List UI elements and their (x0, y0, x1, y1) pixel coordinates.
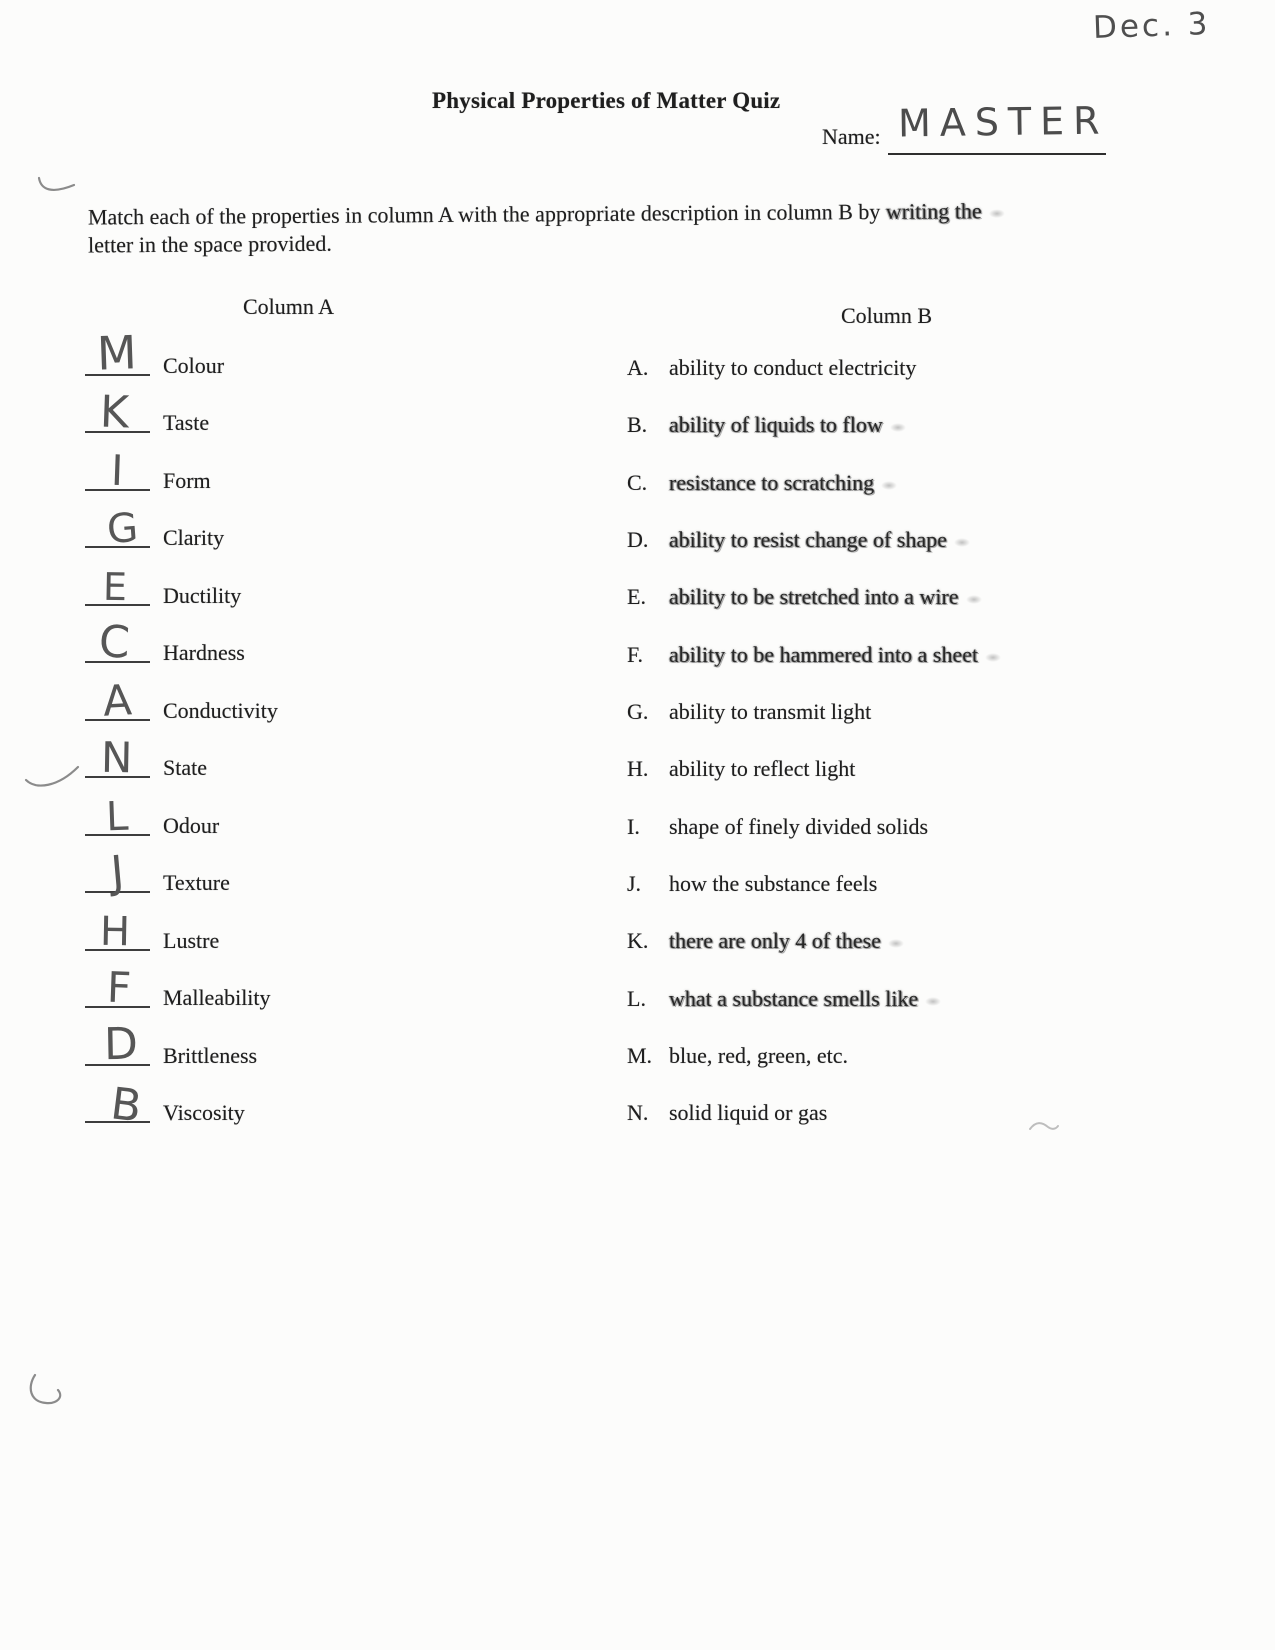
answer-blank (85, 893, 150, 955)
handwritten-answer: A (101, 675, 134, 726)
property-label: Brittleness (163, 1042, 258, 1068)
column-a-list (85, 318, 278, 1133)
option-row-h (627, 756, 1001, 813)
matching-row-clarity (85, 491, 278, 554)
matching-row-form (85, 433, 278, 496)
option-text: there are only 4 of these (669, 928, 904, 954)
handwritten-answer: M (95, 325, 138, 382)
option-text: blue, red, green, etc. (669, 1043, 848, 1069)
option-letter: I. (627, 813, 640, 839)
matching-row-lustre (85, 893, 278, 955)
option-letter: N. (627, 1100, 649, 1126)
answer-blank (85, 836, 150, 899)
handwritten-answer: L (105, 793, 130, 840)
option-text: ability of liquids to flow (669, 412, 906, 438)
answer-blank (85, 721, 150, 783)
option-text: ability to conduct electricity (669, 355, 917, 380)
handwritten-answer: G (105, 504, 140, 554)
handwritten-answer: C (97, 615, 132, 669)
option-row-k (627, 928, 1001, 985)
answer-blank (85, 376, 150, 439)
column-b-header: Column B (841, 303, 933, 328)
name-label: Name: (822, 124, 881, 149)
handwritten-answer: D (103, 1018, 138, 1071)
pen-curl-mark (24, 760, 82, 792)
handwritten-answer: B (108, 1077, 145, 1133)
property-label: State (163, 755, 207, 780)
instructions-paragraph (88, 197, 1078, 259)
page-title: Physical Properties of Matter Quiz (432, 88, 781, 113)
option-letter: E. (627, 584, 646, 610)
instructions-text-2: letter in the space provided. (88, 230, 332, 257)
property-label: Hardness (163, 640, 245, 665)
option-letter: D. (627, 527, 649, 553)
matching-row-viscosity (85, 1066, 278, 1133)
option-row-g (627, 699, 1001, 756)
instructions-smudged-words: writing the (886, 198, 1005, 224)
option-text: ability to resist change of shape (669, 527, 970, 553)
option-text: ability to be hammered into a sheet (669, 642, 1001, 668)
matching-row-texture (85, 836, 278, 899)
answer-blank (85, 951, 150, 1013)
matching-row-hardness (85, 606, 278, 669)
property-label: Taste (163, 410, 210, 435)
property-label: Clarity (163, 525, 225, 550)
option-row-m (627, 1043, 1001, 1100)
handwritten-answer: I (110, 445, 125, 496)
matching-row-taste (85, 376, 278, 439)
option-text: how the substance feels (669, 871, 878, 897)
pen-curl-mark (36, 172, 78, 198)
option-letter: K. (627, 928, 649, 954)
matching-row-colour (85, 318, 278, 382)
option-letter: M. (627, 1043, 653, 1069)
handwritten-date-note: Dec. 3 (1092, 5, 1212, 47)
matching-row-ductility (85, 548, 278, 610)
option-text: resistance to scratching (669, 470, 897, 496)
option-letter: F. (627, 641, 643, 667)
option-row-n (627, 1100, 1001, 1157)
handwritten-answer: H (100, 908, 131, 955)
pen-curl-mark (26, 1372, 74, 1410)
option-row-c (627, 470, 1001, 527)
faint-tilde-mark (1028, 1118, 1060, 1134)
property-label: Malleability (163, 985, 271, 1010)
option-text: ability to reflect light (669, 756, 856, 782)
matching-row-odour (85, 778, 278, 840)
matching-row-malleability (85, 951, 278, 1013)
option-letter: L. (627, 985, 646, 1011)
option-letter: C. (627, 469, 648, 495)
handwritten-answer: K (99, 386, 130, 439)
answer-blank (85, 433, 150, 496)
answer-blank (85, 663, 150, 726)
name-underline (888, 153, 1106, 155)
property-label: Conductivity (163, 697, 278, 723)
property-label: Lustre (163, 927, 220, 953)
option-row-e (627, 584, 1001, 641)
handwritten-answer: J (108, 846, 127, 899)
property-label: Colour (163, 352, 225, 378)
option-row-l (627, 986, 1001, 1043)
property-label: Texture (163, 870, 230, 895)
option-row-b (627, 412, 1001, 469)
column-b-list (627, 355, 1001, 1158)
option-row-f (627, 642, 1001, 699)
property-label: Ductility (163, 582, 242, 608)
handwritten-answer: F (106, 962, 133, 1013)
answer-blank (85, 1066, 150, 1133)
option-text: shape of finely divided solids (669, 813, 929, 839)
answer-blank (85, 548, 150, 610)
answer-blank (85, 606, 150, 669)
answer-blank (85, 1008, 150, 1071)
option-letter: G. (627, 699, 649, 725)
option-row-j (627, 871, 1001, 928)
property-label: Viscosity (163, 1100, 245, 1125)
answer-blank (85, 318, 150, 382)
option-row-i (627, 814, 1001, 871)
column-a-header: Column A (243, 294, 335, 319)
option-letter: B. (627, 412, 648, 438)
handwritten-answer: E (103, 564, 128, 610)
option-text: ability to be stretched into a wire (669, 584, 982, 610)
handwritten-answer: N (100, 733, 133, 783)
matching-row-brittleness (85, 1008, 278, 1071)
property-label: Form (163, 467, 211, 493)
option-row-d (627, 527, 1001, 584)
answer-blank (85, 491, 150, 554)
option-letter: H. (627, 756, 649, 782)
handwritten-name-value: MASTER (897, 98, 1109, 146)
option-text: what a substance smells like (669, 986, 941, 1012)
answer-blank (85, 778, 150, 840)
matching-row-conductivity (85, 663, 278, 726)
option-text: solid liquid or gas (669, 1100, 828, 1126)
matching-row-state (85, 721, 278, 783)
option-row-a (627, 355, 1001, 412)
option-letter: J. (627, 871, 642, 897)
instructions-text-1: Match each of the properties in column A with the appropriate description in column B by (87, 198, 886, 230)
option-letter: A. (627, 355, 649, 380)
property-label: Odour (163, 812, 220, 838)
option-text: ability to transmit light (669, 699, 872, 725)
